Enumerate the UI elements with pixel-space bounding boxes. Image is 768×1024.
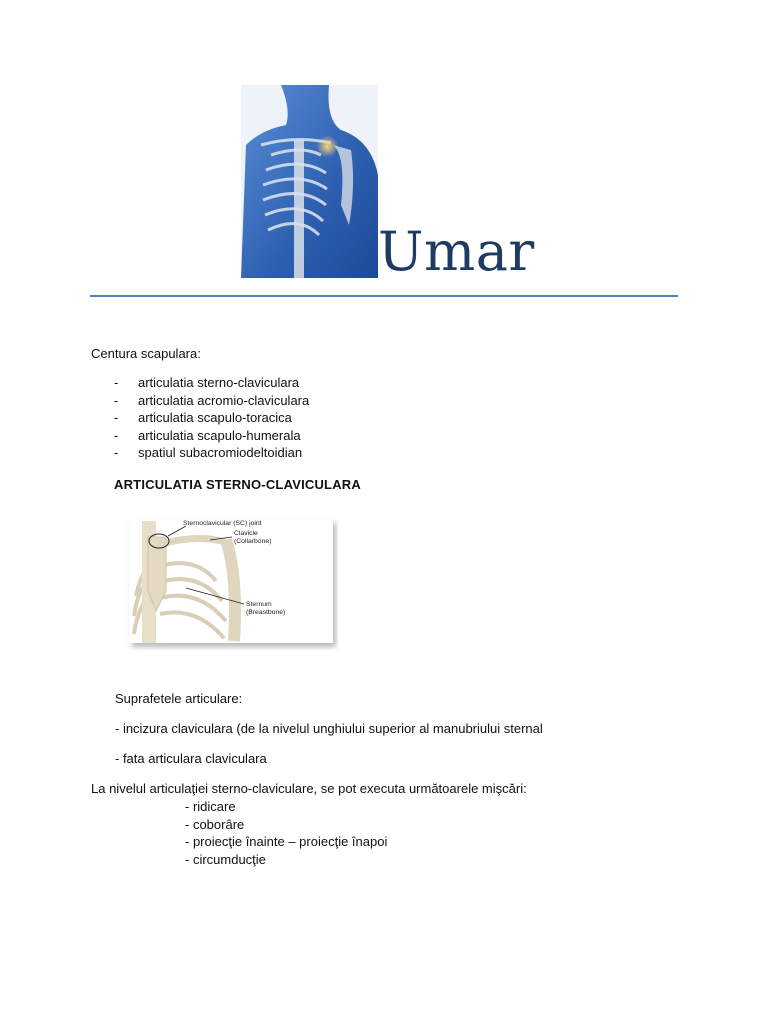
bullet-dash: -: [114, 392, 119, 408]
list-item: [114, 392, 309, 410]
list-item: [114, 427, 309, 445]
title-divider: [90, 295, 678, 297]
movements-intro: La nivelul articulaţiei sterno-claviculare, se pot executa următoarele mişcări:: [91, 781, 527, 796]
surfaces-heading: Suprafetele articulare:: [115, 691, 243, 706]
surface-item: - fata articulara claviculara: [115, 751, 267, 766]
joints-list: [114, 374, 309, 462]
diagram-label-clavicle: Clavicle: [234, 530, 258, 537]
list-item: [114, 409, 309, 427]
list-item: [114, 444, 309, 462]
list-item-text: articulatia scapulo-toracica: [138, 410, 292, 425]
surface-item: - incizura claviculara (de la nivelul unghiului superior al manubriului sternal: [115, 721, 543, 736]
page-title: Umar: [378, 220, 535, 283]
section-heading: ARTICULATIA STERNO-CLAVICULARA: [114, 477, 361, 492]
bullet-dash: -: [114, 427, 119, 443]
bullet-dash: -: [114, 375, 119, 390]
sternoclavicular-diagram: [126, 516, 338, 650]
list-item: - coborâre: [185, 816, 245, 832]
list-item: - proiecţie înainte – proiecţie înapoi: [185, 834, 388, 849]
list-item: [114, 374, 309, 392]
shoulder-anatomy-image: [241, 85, 378, 278]
list-item-text: articulatia sterno-claviculara: [138, 375, 300, 390]
intro-text: Centura scapulara:: [91, 346, 201, 361]
movements-list: [185, 798, 387, 868]
diagram-label-clavicle-common: (Collarbone): [234, 538, 272, 545]
list-item-text: spatiul subacromiodeltoidian: [138, 445, 303, 460]
list-item-text: articulatia acromio-claviculara: [138, 392, 310, 408]
list-item-text: articulatia scapulo-humerala: [138, 427, 301, 443]
list-item: - ridicare: [185, 799, 236, 814]
list-item: - circumducţie: [185, 851, 266, 867]
bullet-dash: -: [114, 445, 119, 460]
diagram-label-sternum-common: (Breastbone): [246, 609, 286, 616]
bullet-dash: -: [114, 410, 119, 425]
diagram-label-joint: Sternoclavicular (SC) joint: [183, 520, 262, 527]
diagram-label-sternum: Sternum: [246, 601, 272, 608]
